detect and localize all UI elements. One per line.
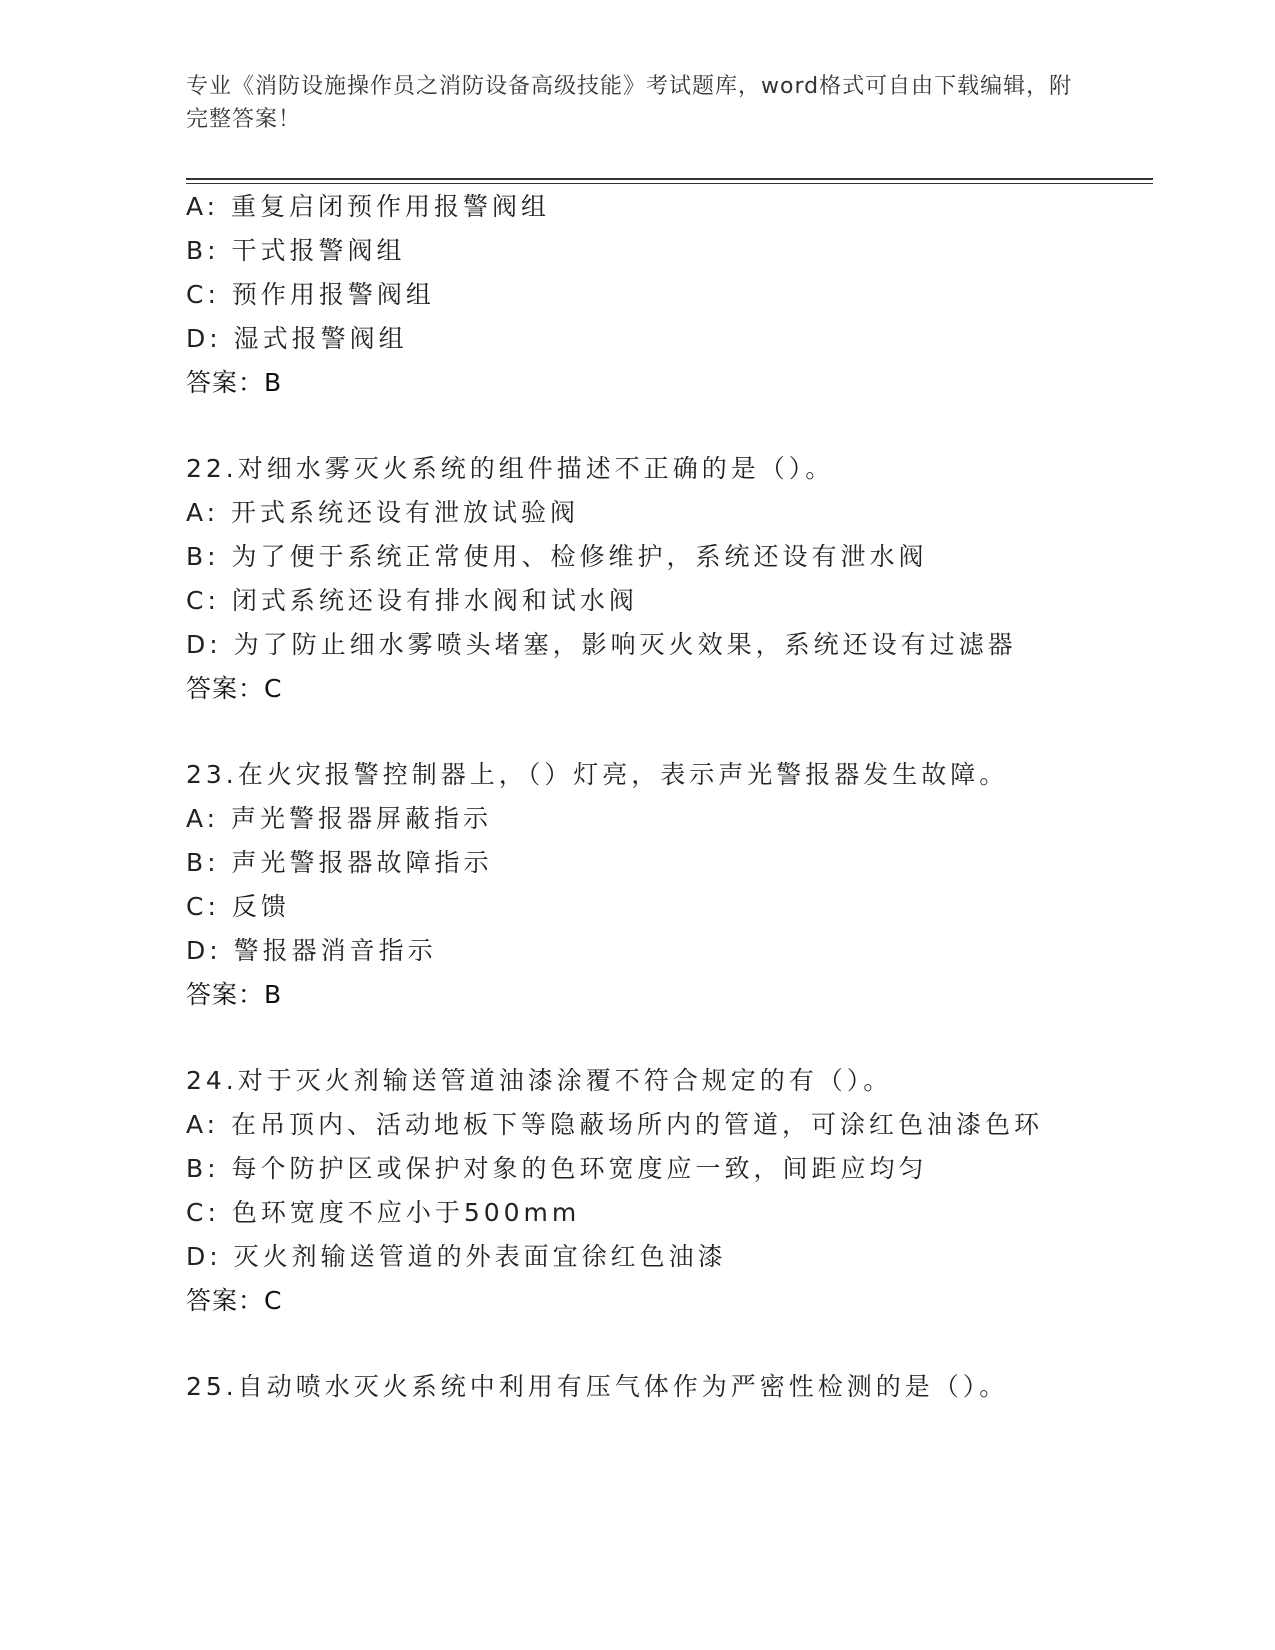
document-header: 专业《消防设施操作员之消防设备高级技能》考试题库，word格式可自由下载编辑，附完整答案！ <box>186 74 1073 132</box>
q24-option-a: A: 在吊顶内、活动地板下等隐蔽场所内的管道，可涂红色油漆色环 <box>186 1110 1044 1139</box>
q23-answer <box>186 980 281 1010</box>
q21-option-c: C: 预作用报警阀组 <box>186 280 435 309</box>
q23-option-b: B: 声光警报器故障指示 <box>186 848 493 877</box>
q22-option-c: C: 闭式系统还设有排水阀和试水阀 <box>186 586 638 615</box>
header-rule-thin <box>186 183 1153 184</box>
q21-option-b: B: 干式报警阀组 <box>186 236 406 265</box>
q22-question: 22.对细水雾灭火系统的组件描述不正确的是（）。 <box>186 454 835 483</box>
answer-value: C <box>264 1286 282 1315</box>
q22-option-b: B: 为了便于系统正常使用、检修维护，系统还设有泄水阀 <box>186 542 928 571</box>
q23-option-c: C: 反馈 <box>186 892 290 921</box>
q24-question: 24.对于灭火剂输送管道油漆涂覆不符合规定的有（）。 <box>186 1066 893 1095</box>
answer-value: C <box>264 674 282 703</box>
q23-question: 23.在火灾报警控制器上，（）灯亮，表示声光警报器发生故障。 <box>186 760 1009 789</box>
q22-option-d: D: 为了防止细水雾喷头堵塞，影响灭火效果，系统还设有过滤器 <box>186 630 1017 659</box>
answer-label: 答案： <box>186 674 265 703</box>
answer-label: 答案： <box>186 980 265 1009</box>
q23-option-a: A: 声光警报器屏蔽指示 <box>186 804 493 833</box>
q21-answer <box>186 368 281 398</box>
q21-option-a: A: 重复启闭预作用报警阀组 <box>186 192 551 221</box>
q24-answer <box>186 1286 281 1316</box>
header-rule-thick <box>186 178 1153 180</box>
answer-value: B <box>264 368 282 397</box>
q21-option-d: D: 湿式报警阀组 <box>186 324 408 353</box>
answer-label: 答案： <box>186 368 265 397</box>
q24-option-d: D: 灭火剂输送管道的外表面宜徐红色油漆 <box>186 1242 727 1271</box>
q25-question: 25.自动喷水灭火系统中利用有压气体作为严密性检测的是（）。 <box>186 1372 1009 1401</box>
answer-label: 答案： <box>186 1286 265 1315</box>
q24-option-c: C: 色环宽度不应小于500mm <box>186 1198 581 1227</box>
answer-value: B <box>264 980 282 1009</box>
q24-option-b: B: 每个防护区或保护对象的色环宽度应一致，间距应均匀 <box>186 1154 928 1183</box>
q22-option-a: A: 开式系统还设有泄放试验阀 <box>186 498 580 527</box>
q23-option-d: D: 警报器消音指示 <box>186 936 437 965</box>
q22-answer <box>186 674 281 704</box>
